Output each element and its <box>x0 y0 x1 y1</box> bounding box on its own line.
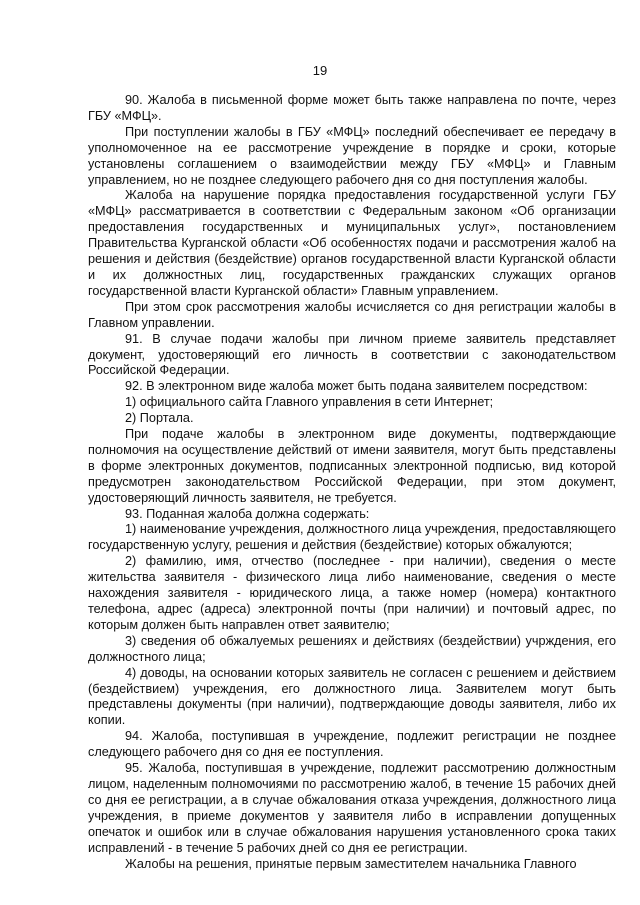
list-item-93-4: 4) доводы, на основании которых заявитель не согласен с решением и действием (бездействием) учреждения, его должностного лица. Заявителем могут быть представлены документы (при наличии), подтверждающие доводы заявителя, либо их копии. <box>88 665 616 728</box>
page-number: 19 <box>312 63 328 78</box>
paragraph-review-term: При этом срок рассмотрения жалобы исчисляется со дня регистрации жалобы в Главном управлении. <box>88 299 616 330</box>
paragraph-94: 94. Жалоба, поступившая в учреждение, подлежит регистрации не позднее следующего рабочего дня со дня ее поступления. <box>88 729 616 760</box>
list-item-92-2: 2) Портала. <box>125 411 194 426</box>
paragraph-90: 90. Жалоба в письменной форме может быть также направлена по почте, через ГБУ «МФЦ». <box>88 93 616 123</box>
list-item-93-2: 2) фамилию, имя, отчество (последнее - при наличии), сведения о месте жительства заявителя - физического лица либо наименование, сведения о месте нахождения заявителя - юридического лица, а также номер (номера) контактного телефона, адрес (адреса) электронной почты (при наличии) и почтовый адрес, по которым должен быть направлен ответ заявителю; <box>88 554 616 632</box>
list-item-92-1: 1) официального сайта Главного управления в сети Интернет; <box>125 395 494 410</box>
paragraph-93: 93. Поданная жалоба должна содержать: <box>125 506 370 521</box>
document-body <box>88 93 616 872</box>
list-item-93-1: 1) наименование учреждения, должностного лица учреждения, предоставляющего государственную услугу, решения и действия (бездействие) которых обжалуются; <box>88 522 616 553</box>
list-item-93-3: 3) сведения об обжалуемых решениях и действиях (бездействии) учрждения, его должностного лица; <box>88 633 616 664</box>
paragraph-mfc-complaint: Жалоба на нарушение порядка предоставления государственной услуги ГБУ «МФЦ» рассматривается в соответствии с Федеральным законом «Об организации предоставления государственных и муниципальных услуг», постановлением Правительства Курганской области «Об особенностях подачи и рассмотрения жалоб на решения и действия (бездействие) органов государственной власти Курганской области и их должностных лиц, государственных гражданских служащих органов государственной власти Курганской области» Главным управлением. <box>88 188 616 298</box>
paragraph-91: 91. В случае подачи жалобы при личном приеме заявитель представляет документ, удостоверяющий его личность в соответствии с законодательством Российской Федерации. <box>88 331 616 378</box>
paragraph-mfc-transfer: При поступлении жалобы в ГБУ «МФЦ» последний обеспечивает ее передачу в уполномоченное на ее рассмотрение учреждение в порядке и сроки, которые установлены соглашением о взаимодействии между ГБУ «МФЦ» и Главным управлением, но не позднее следующего рабочего дня со дня поступления жалобы. <box>88 124 616 187</box>
paragraph-electronic-documents: При подаче жалобы в электронном виде документы, подтверждающие полномочия на осуществление действий от имени заявителя, могут быть представлены в форме электронных документов, подписанных электронной подписью, вид которой предусмотрен законодательством Российской Федерации, при этом документ, удостоверяющий личность заявителя, не требуется. <box>88 427 616 505</box>
paragraph-95: 95. Жалоба, поступившая в учреждение, подлежит рассмотрению должностным лицом, наделенным полномочиями по рассмотрению жалоб, в течение 15 рабочих дней со дня ее регистрации, а в случае обжалования отказа учреждения, должностного лица учреждения, в приеме документов у заявителя либо в исправлении допущенных опечаток и ошибок или в случае обжалования нарушения установленного срока таких исправлений - в течение 5 рабочих дней со дня ее регистрации. <box>88 761 616 855</box>
paragraph-92: 92. В электронном виде жалоба может быть подана заявителем посредством: <box>125 379 588 394</box>
paragraph-first-deputy: Жалобы на решения, принятые первым заместителем начальника Главного <box>125 856 577 871</box>
